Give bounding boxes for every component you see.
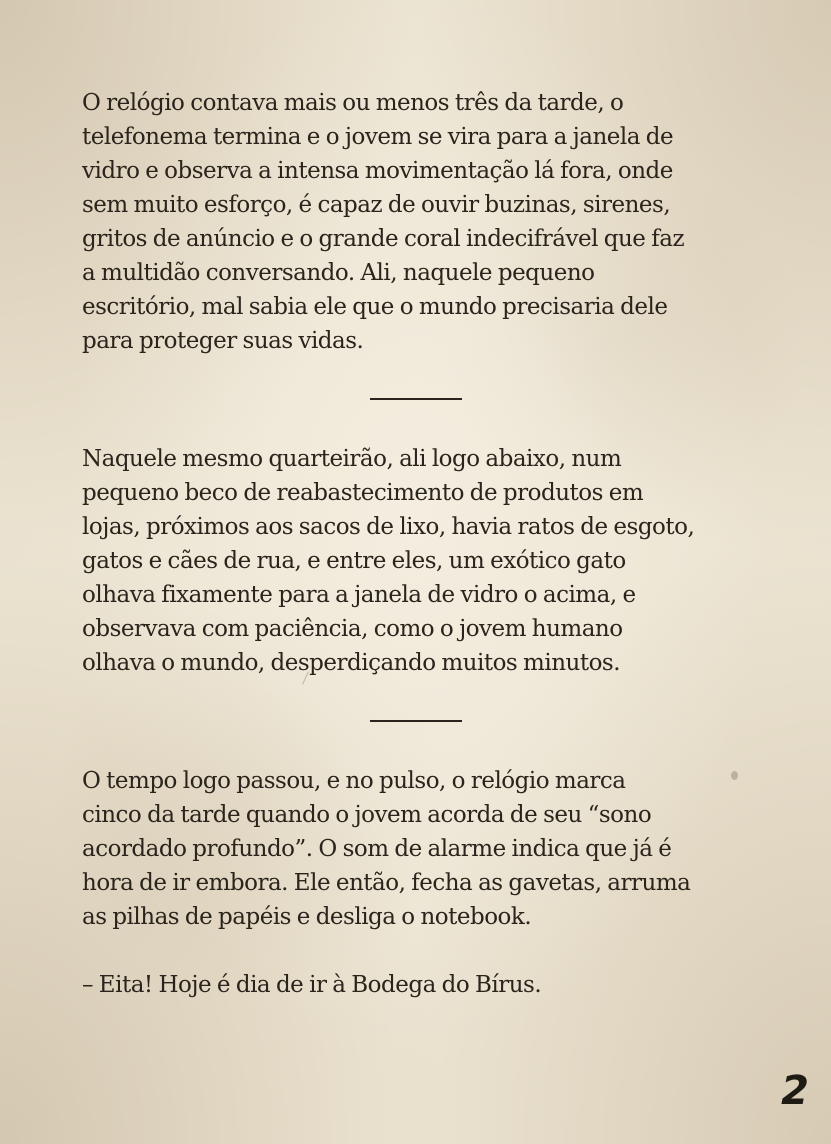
text-line: para proteger suas vidas. — [82, 328, 364, 354]
page-number: 2 — [781, 1068, 809, 1114]
dialogue-line — [82, 968, 762, 1002]
text-line: vidro e observa a intensa movimentação lá fora, onde — [82, 158, 673, 184]
text-line: sem muito esforço, é capaz de ouvir buzinas, sirenes, — [82, 192, 671, 218]
text-line: pequeno beco de reabastecimento de produtos em — [82, 480, 644, 506]
text-line: escritório, mal sabia ele que o mundo precisaria dele — [82, 294, 668, 320]
text-line: O tempo logo passou, e no pulso, o relógio marca — [82, 768, 626, 794]
text-line: hora de ir embora. Ele então, fecha as gavetas, arruma — [82, 870, 691, 896]
section-divider — [370, 720, 462, 722]
section-divider — [370, 398, 462, 400]
text-line: O relógio contava mais ou menos três da tarde, o — [82, 90, 624, 116]
text-line: gatos e cães de rua, e entre eles, um exótico gato — [82, 548, 626, 574]
text-line: telefonema termina e o jovem se vira para a janela de — [82, 124, 674, 150]
paragraph-3 — [82, 764, 762, 934]
text-line: olhava o mundo, desperdiçando muitos minutos. — [82, 650, 621, 676]
text-line: olhava fixamente para a janela de vidro o acima, e — [82, 582, 636, 608]
text-line: as pilhas de papéis e desliga o notebook. — [82, 904, 532, 930]
text-line: – Eita! Hoje é dia de ir à Bodega do Bírus. — [82, 972, 542, 998]
text-line: gritos de anúncio e o grande coral indecifrável que faz — [82, 226, 685, 252]
text-line: lojas, próximos aos sacos de lixo, havia ratos de esgoto, — [82, 514, 695, 540]
paragraph-2 — [82, 442, 762, 680]
text-line: Naquele mesmo quarteirão, ali logo abaixo, num — [82, 446, 622, 472]
text-line: cinco da tarde quando o jovem acorda de seu “sono — [82, 802, 652, 828]
paragraph-1 — [82, 86, 762, 358]
text-line: a multidão conversando. Ali, naquele pequeno — [82, 260, 595, 286]
text-line: acordado profundo”. O som de alarme indica que já é — [82, 836, 672, 862]
text-line: observava com paciência, como o jovem humano — [82, 616, 623, 642]
document-page — [82, 86, 762, 1002]
